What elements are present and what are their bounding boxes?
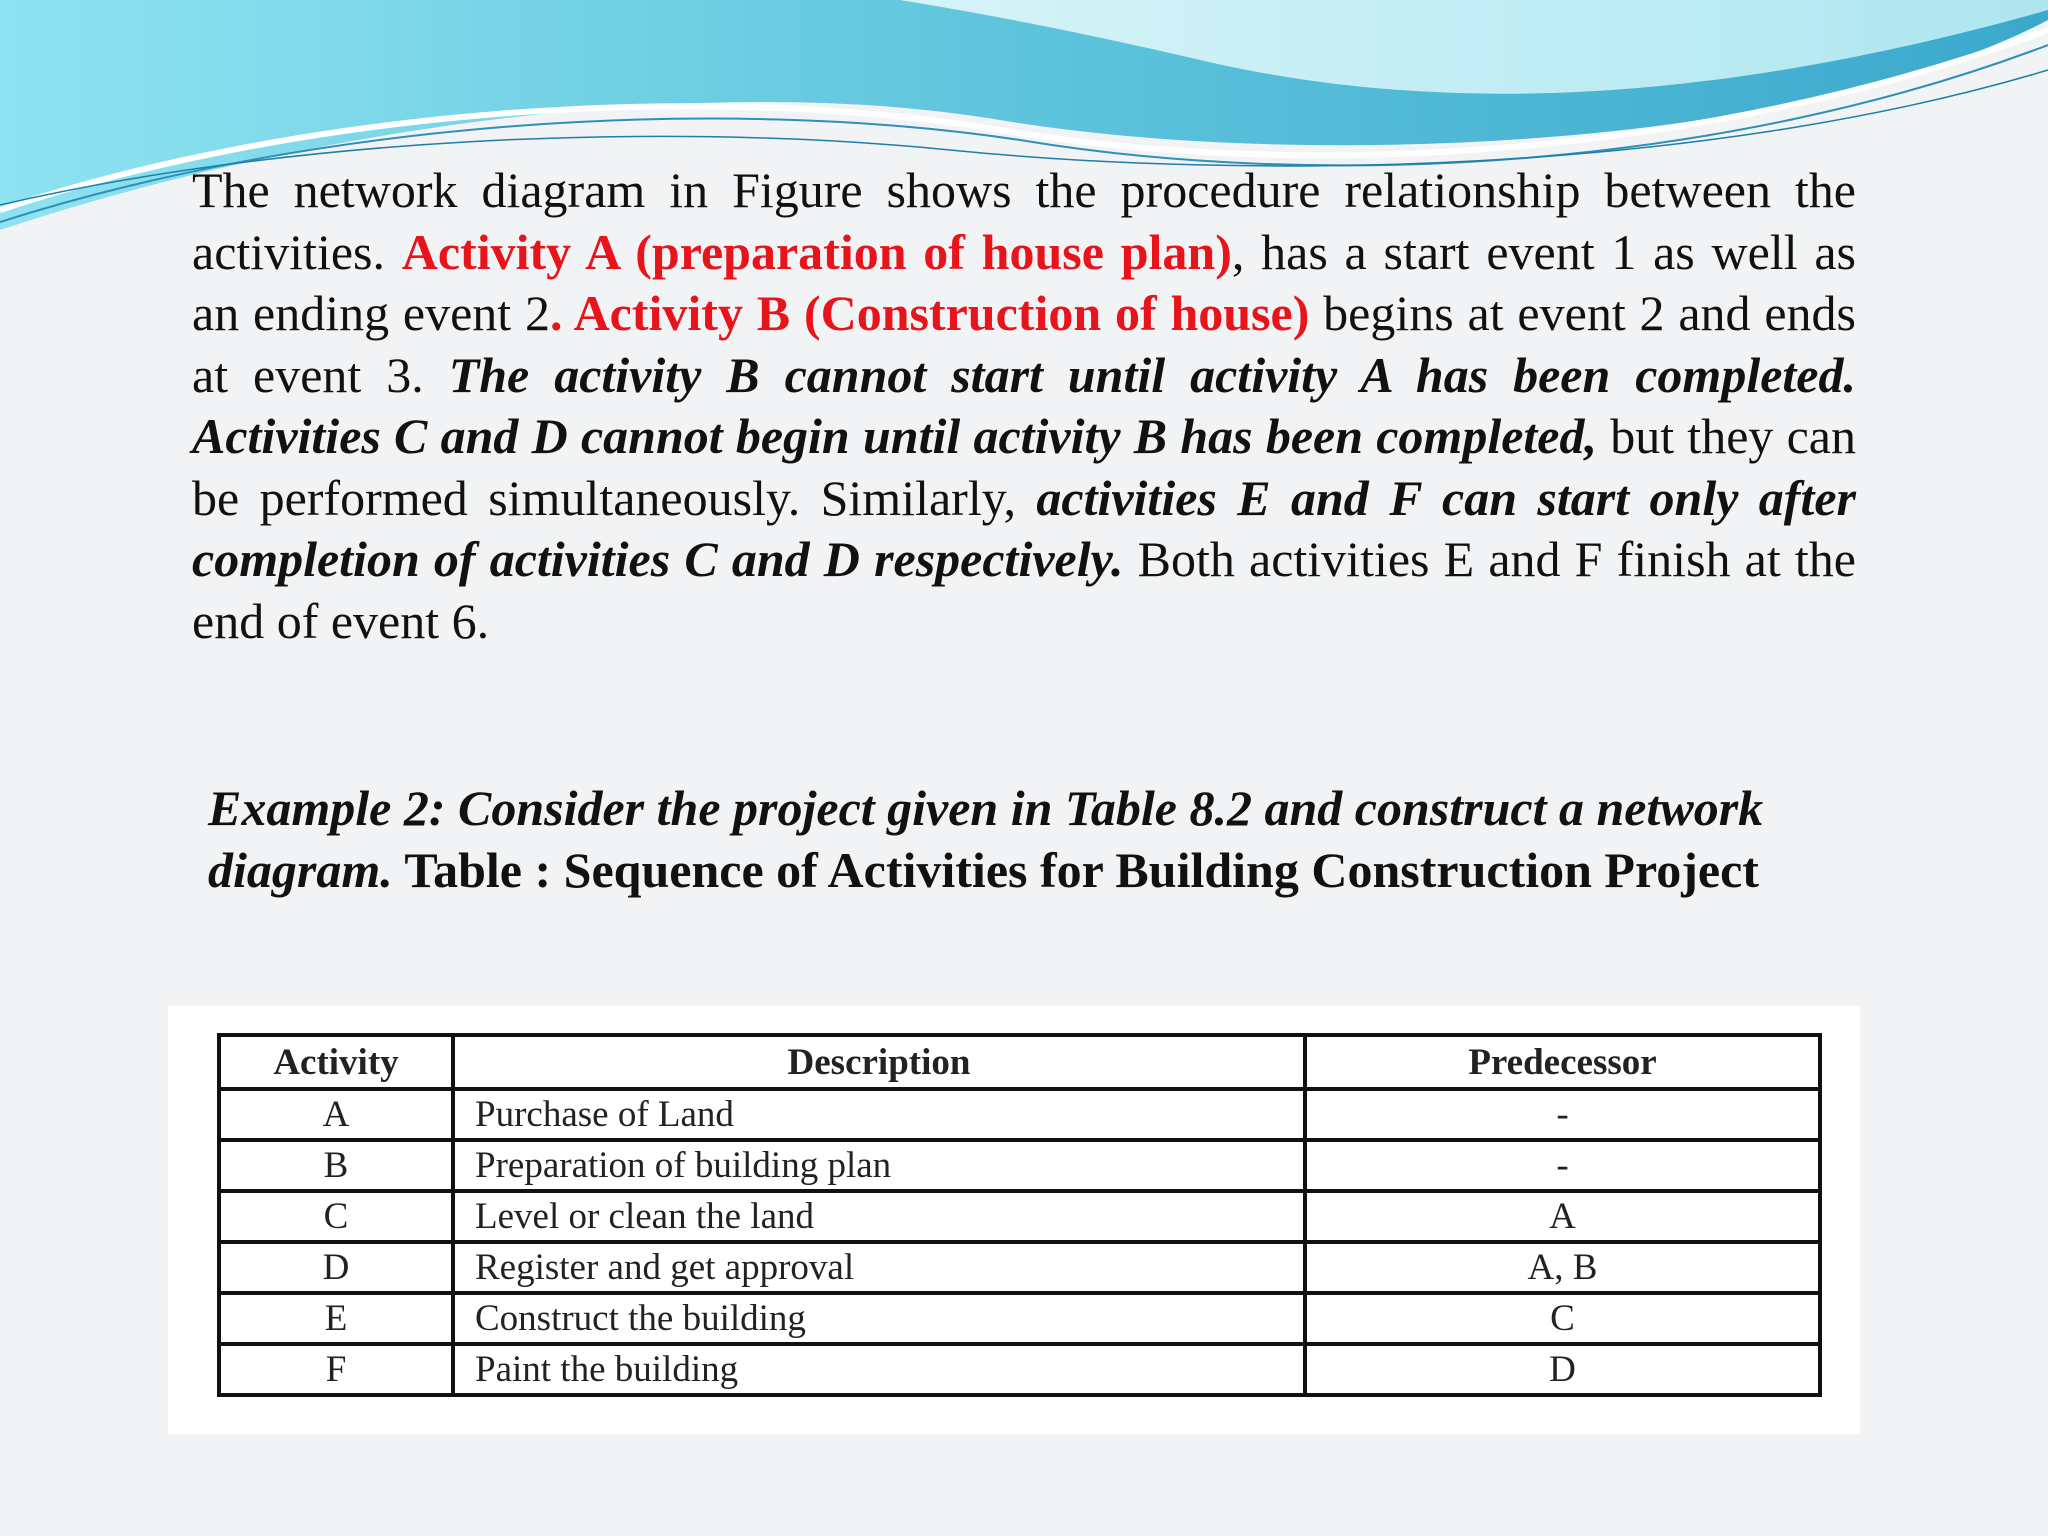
cell-activity: A — [219, 1089, 453, 1140]
table-row — [219, 1089, 1820, 1140]
cell-activity: B — [219, 1140, 453, 1191]
para-text-2: , has a start event 1 as well as an ending event 2 — [192, 223, 1856, 341]
cell-description: Construct the building — [453, 1293, 1305, 1344]
cell-predecessor: A, B — [1305, 1242, 1820, 1293]
para-emphasis-1: The activity B cannot start until activity A has been completed. Activities C and D cannot begin until activity B has been completed, — [192, 346, 1856, 464]
example-italic-text: Example 2: Consider the project given in Table 8.2 and construct a network diagram. — [208, 780, 1764, 898]
header-predecessor: Predecessor — [1305, 1035, 1820, 1089]
cell-predecessor: C — [1305, 1293, 1820, 1344]
cell-activity: C — [219, 1191, 453, 1242]
table-row — [219, 1140, 1820, 1191]
table-row — [219, 1191, 1820, 1242]
cell-activity: E — [219, 1293, 453, 1344]
para-text-1: The network diagram in Figure shows the procedure relationship between the activities. — [192, 162, 1856, 280]
para-text-4: but they can be performed simultaneously. Similarly, — [192, 408, 1856, 526]
cell-predecessor: - — [1305, 1089, 1820, 1140]
cell-activity: D — [219, 1242, 453, 1293]
cell-description: Paint the building — [453, 1344, 1305, 1395]
cell-predecessor: A — [1305, 1191, 1820, 1242]
intro-paragraph — [192, 160, 1856, 652]
cell-description: Level or clean the land — [453, 1191, 1305, 1242]
para-text-5: Both activities E and F finish at the end of event 6. — [192, 531, 1857, 649]
header-description: Description — [453, 1035, 1305, 1089]
header-activity: Activity — [219, 1035, 453, 1089]
cell-description: Purchase of Land — [453, 1089, 1305, 1140]
cell-activity: F — [219, 1344, 453, 1395]
activity-table-container — [168, 1006, 1860, 1434]
table-row — [219, 1242, 1820, 1293]
table-caption: Table : Sequence of Activities for Building Construction Project — [392, 841, 1759, 898]
activity-b-highlight: . Activity B (Construction of house) — [550, 285, 1310, 341]
cell-description: Register and get approval — [453, 1242, 1305, 1293]
para-emphasis-2: activities E and F can start only after completion of activities C and D respectively. — [192, 469, 1856, 587]
activity-a-highlight: Activity A (preparation of house plan) — [401, 223, 1232, 280]
table-row — [219, 1293, 1820, 1344]
cell-description: Preparation of building plan — [453, 1140, 1305, 1191]
para-text-3: begins at event 2 and ends at event 3. — [192, 285, 1856, 403]
example-heading — [208, 778, 1848, 901]
table-row — [219, 1344, 1820, 1395]
cell-predecessor: - — [1305, 1140, 1820, 1191]
cell-predecessor: D — [1305, 1344, 1820, 1395]
table-header-row — [219, 1035, 1820, 1089]
activity-table — [217, 1033, 1822, 1397]
